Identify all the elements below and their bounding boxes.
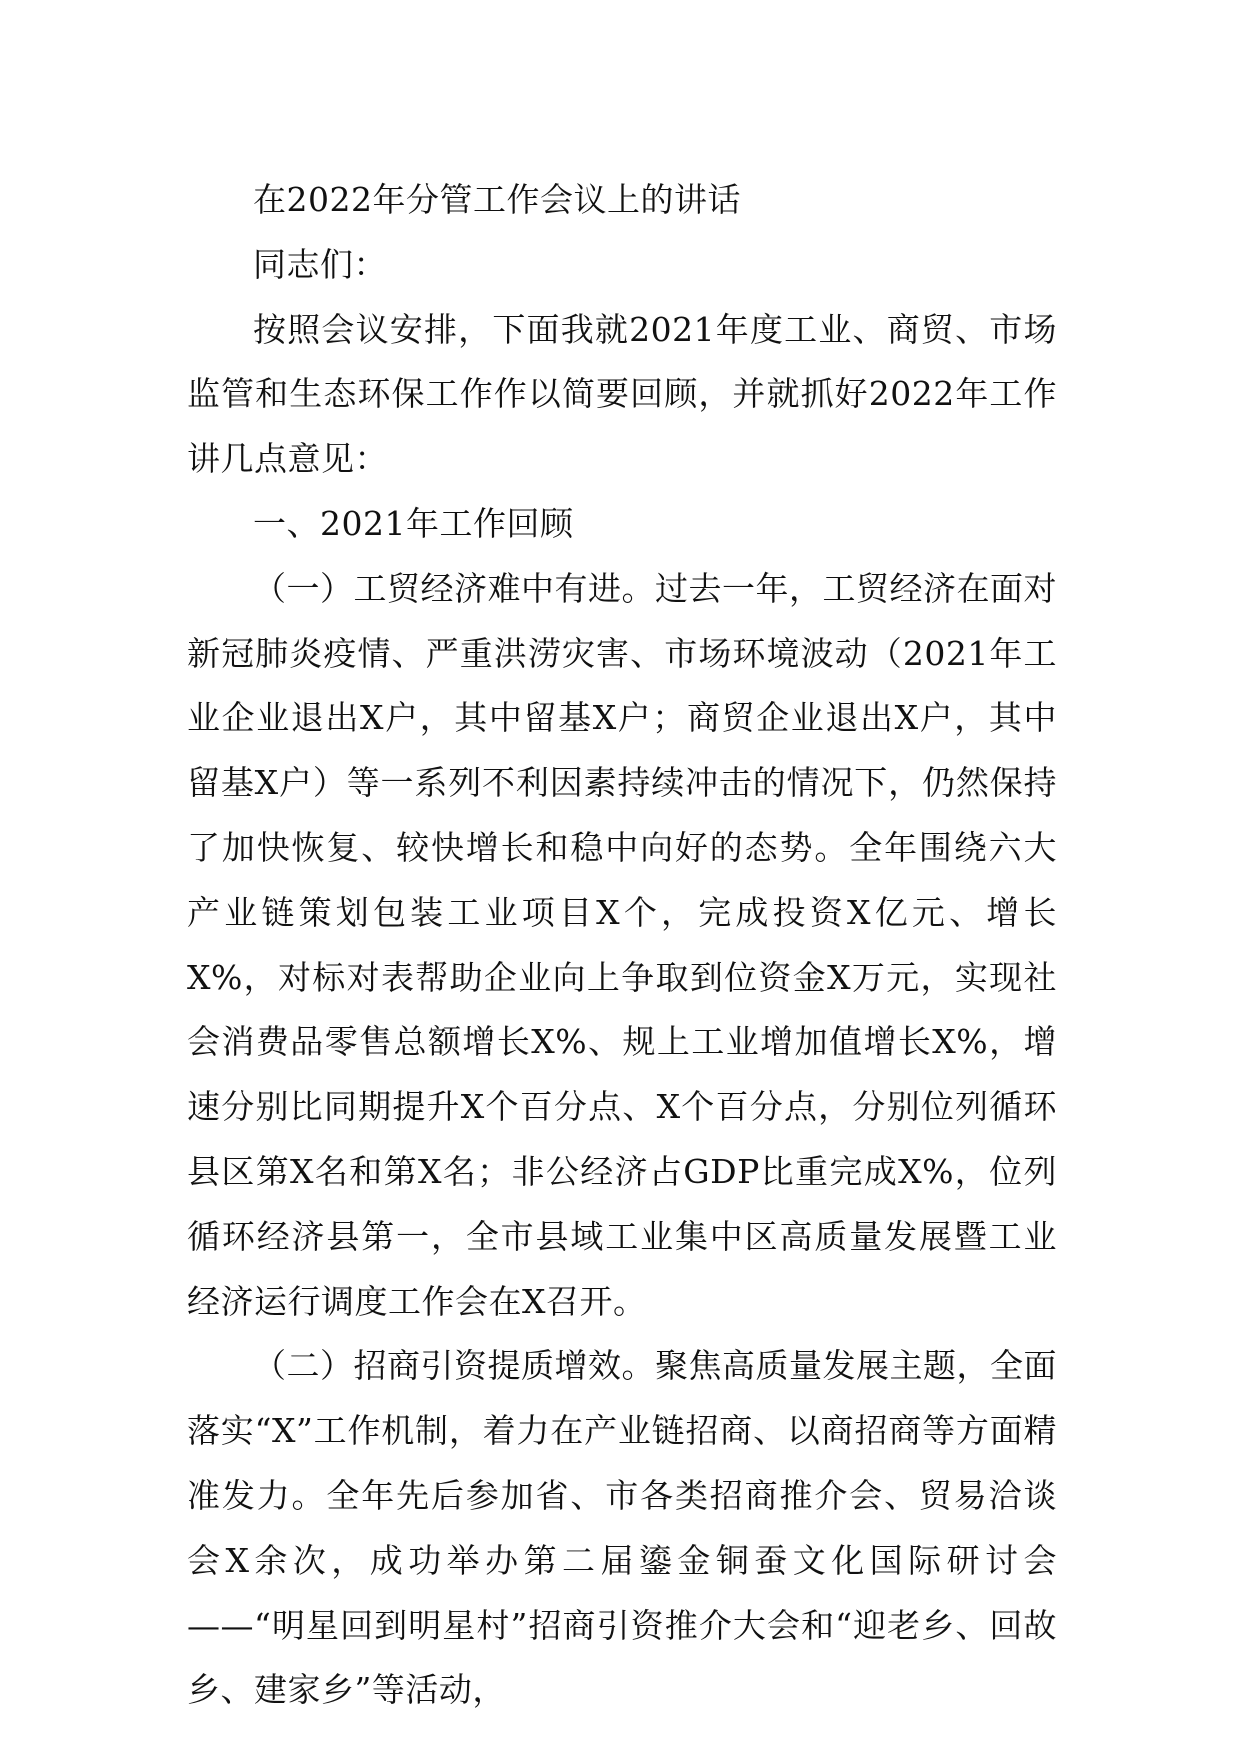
section-heading: 一、2021年工作回顾 — [253, 503, 574, 543]
body-paragraph-investment: （二）招商引资提质增效。聚焦高质量发展主题，全面落实“X”工作机制，着力在产业链招商、以商招商等方面精准发力。全年先后参加省、市各类招商推介会、贸易洽谈会X余次，成功举办第二届鎏金铜蚕文化国际研讨会——“明星回到明星村”招商引资推介大会和“迎老乡、回故乡、建家乡”等活动， — [187, 1346, 1057, 1710]
speech-title: 在2022年分管工作会议上的讲话 — [253, 180, 741, 219]
salutation: 同志们： — [253, 244, 387, 284]
document-body — [187, 168, 1057, 1723]
body-paragraph-industry: （一）工贸经济难中有进。过去一年，工贸经济在面对新冠肺炎疫情、严重洪涝灾害、市场环境波动（2021年工业企业退出X户，其中留基X户；商贸企业退出X户，其中留基X户）等一系列不利因素持续冲击的情况下，仍然保持了加快恢复、较快增长和稳中向好的态势。全年围绕六大产业链策划包装工业项目X个，完成投资X亿元、增长X%，对标对表帮助企业向上争取到位资金X万元，实现社会消费品零售总额增长X%、规上工业增加值增长X%，增速分别比同期提升X个百分点、X个百分点，分别位列循环县区第X名和第X名；非公经济占GDP比重完成X%，位列循环经济县第一，全市县域工业集中区高质量发展暨工业经济运行调度工作会在X召开。 — [187, 568, 1057, 1321]
intro-paragraph: 按照会议安排，下面我就2021年度工业、商贸、市场监管和生态环保工作作以简要回顾，并就抓好2022年工作讲几点意见： — [187, 309, 1057, 479]
